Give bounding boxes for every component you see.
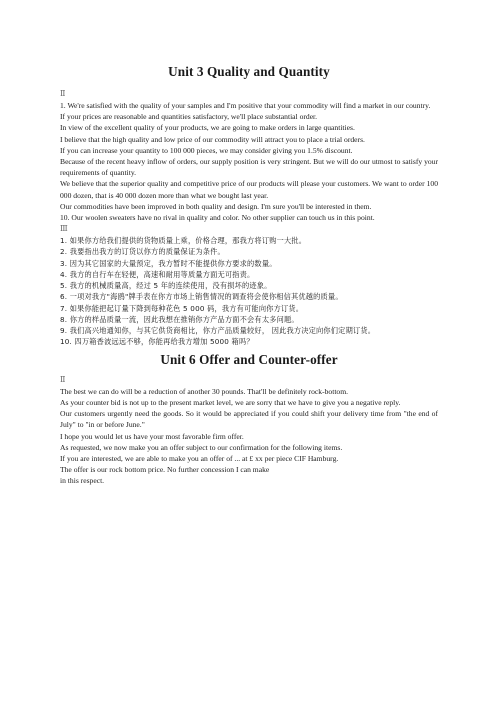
unit6-ii-paragraph-5: As requested, we now make you an offer subject to our confirmation for the following items. [60,442,343,452]
unit3-iii-item-7: 7. 如果你能把起订量下降到每种花色 5 000 码，我方有可能向你方订货。 [60,303,304,313]
unit6-ii-paragraph-3: Our customers urgently need the goods. So it would be appreciated if you could shift your delivery time from "the end of July" to "in or before June." [60,409,438,430]
unit3-section-iii-mark: Ⅲ [60,224,68,234]
unit3-title: Unit 3 Quality and Quantity [168,64,330,79]
unit6-section-ii-mark: Ⅱ [60,374,66,384]
unit3-ii-paragraph-7: We believe that the superior quality and competitive price of our products will please your customers. We want to order 100 000 dozen, that is 40 000 dozen more than what we bought last year. [60,179,438,200]
document-body [60,64,438,487]
unit3-section-iii [60,235,438,348]
unit6-section-ii [60,386,438,487]
unit6-ii-paragraph-6: If you are interested, we are able to make you an offer of ... at £ xx per piece CIF Hamburg. [60,453,339,463]
unit3-iii-item-4: 4. 我方的自行车在轻便，高速和耐用等质量方面无可指责。 [60,269,255,279]
unit3-iii-item-8: 8. 你方的样品质量一流，因此我想在推销你方产品方面不会有太多问题。 [60,314,299,324]
unit6-ii-paragraph-7: The offer is our rock bottom price. No further concession I can make [60,465,270,475]
unit3-iii-item-3: 3. 因为其它国家的大量预定，我方暂时不能提供你方要求的数量。 [60,258,277,268]
unit3-ii-paragraph-8: Our commodities have been improved in both quality and design. I'm sure you'll be interested in them. [60,201,372,211]
unit3-iii-item-5: 5. 我方的机械质量高，经过 5 年的连续使用，没有损坏的迹象。 [60,281,272,291]
unit3-iii-item-2: 2. 我要指出我方的订货以你方的质量保证为条件。 [60,247,225,257]
unit6-title: Unit 6 Offer and Counter-offer [160,351,338,367]
unit6-ii-paragraph-8: in this respect. [60,476,105,486]
unit3-ii-paragraph-1: 1. We're satisfied with the quality of your samples and I'm positive that your commodity will find a market in our country. [60,101,431,110]
unit3-ii-paragraph-2: If your prices are reasonable and quantities satisfactory, we'll place substantial order. [60,112,318,122]
unit3-iii-item-6: 6. 一项对我方"海鸥"牌手表在你方市场上销售情况的调查将会使你相信其优越的质量。 [60,292,343,302]
unit3-ii-paragraph-9: 10. Our woolen sweaters have no rival in quality and color. No other supplier can touch us in this point. [60,213,375,223]
unit3-ii-paragraph-4: I believe that the high quality and low price of our commodity will attract you to place a trial orders. [60,134,365,144]
unit3-ii-paragraph-5: If you can increase your quantity to 100 000 pieces, we may consider giving you 1.5% discount. [60,145,353,155]
unit6-ii-paragraph-2: As your counter bid is not up to the present market level, we are sorry that we have to give you a negative reply. [60,397,401,407]
unit3-iii-item-10: 10. 四万箱香波远远不够，你能再给我方增加 5000 箱吗？ [60,337,254,347]
unit3-ii-paragraph-6: Because of the recent heavy inflow of orders, our supply position is very stringent. But we will do our utmost to satisfy your requirements of quantity. [60,157,438,178]
unit3-section-ii-mark: Ⅱ [60,89,66,98]
unit3-ii-paragraph-3: In view of the excellent quality of your products, we are going to make orders in large quantities. [60,123,355,133]
unit3-iii-item-9: 9. 我们高兴地通知你，与其它供货商相比，你方产品质量较好， 因此我方决定向你们定期订货。 [60,326,376,336]
unit6-ii-paragraph-4: I hope you would let us have your most favorable firm offer. [60,431,244,441]
unit3-section-ii [60,100,438,223]
unit6-ii-paragraph-1: The best we can do will be a reduction of another 30 pounds. That'll be definitely rock-bottom. [60,386,349,396]
unit3-iii-item-1: 1. 如果你方给我们提供的货物质量上乘，价格合理，那我方将订购一大批。 [60,236,307,246]
